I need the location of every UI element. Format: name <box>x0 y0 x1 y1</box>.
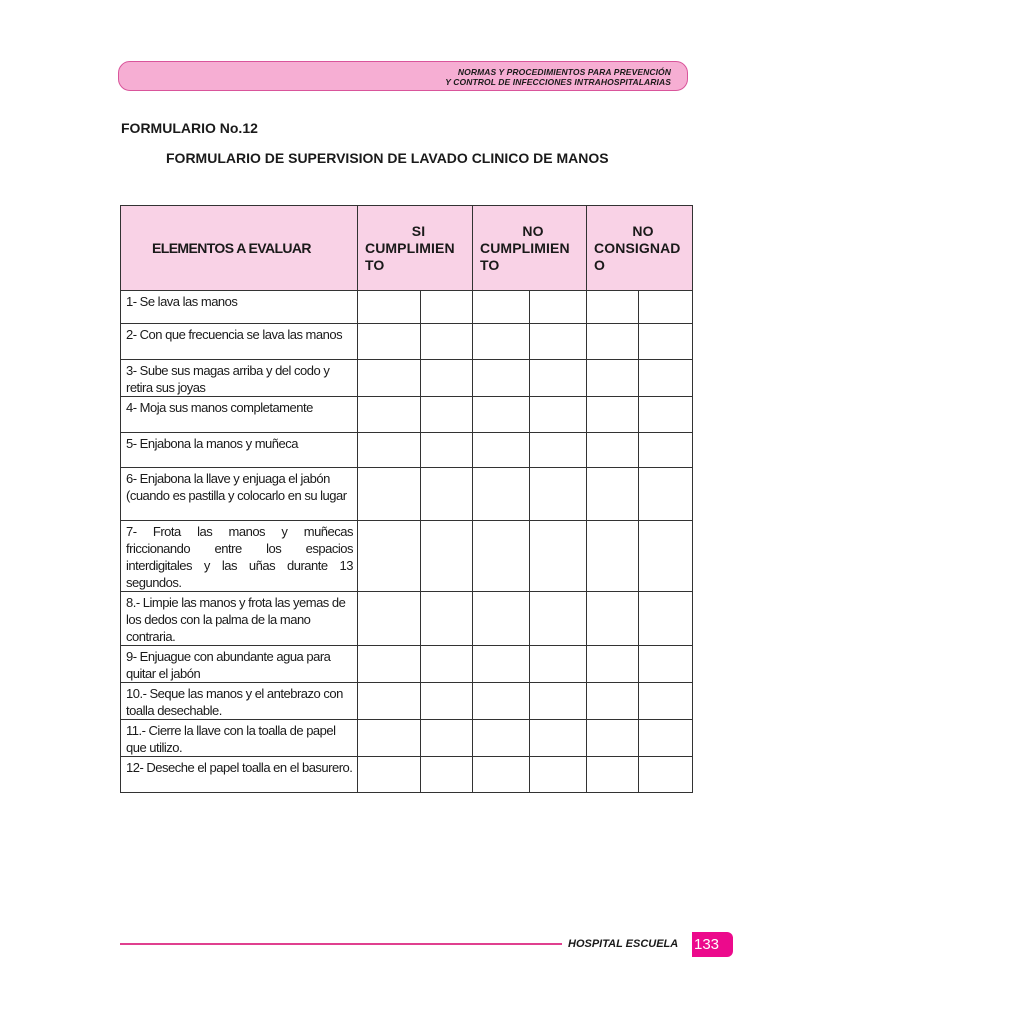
nc-check-cell[interactable] <box>639 433 693 468</box>
table-row <box>121 468 693 521</box>
table-row <box>121 397 693 433</box>
no-check-cell[interactable] <box>473 683 530 720</box>
header-nc-line3: O <box>594 257 606 273</box>
nc-check-cell[interactable] <box>587 521 639 592</box>
evaluation-item: 7- Frota las manos y muñecas friccionando entre los espacios interdigitales y las uñas durante 13 segundos. <box>121 521 358 592</box>
no-check-cell[interactable] <box>473 521 530 592</box>
nc-check-cell[interactable] <box>587 720 639 757</box>
no-check-cell[interactable] <box>530 291 587 324</box>
si-check-cell[interactable] <box>421 646 473 683</box>
nc-check-cell[interactable] <box>587 757 639 793</box>
nc-check-cell[interactable] <box>639 468 693 521</box>
header-si-line2: CUMPLIMIEN <box>365 240 455 256</box>
evaluation-item: 5- Enjabona la manos y muñeca <box>121 433 358 468</box>
header-nc-line1: NO <box>632 223 654 239</box>
nc-check-cell[interactable] <box>639 757 693 793</box>
table-row <box>121 592 693 646</box>
table-row <box>121 720 693 757</box>
header-no-line3: TO <box>480 257 500 273</box>
no-check-cell[interactable] <box>473 720 530 757</box>
si-check-cell[interactable] <box>358 720 421 757</box>
si-check-cell[interactable] <box>358 683 421 720</box>
footer-hospital-label: HOSPITAL ESCUELA <box>568 938 679 950</box>
table-row <box>121 646 693 683</box>
evaluation-item: 1- Se lava las manos <box>121 291 358 324</box>
no-check-cell[interactable] <box>473 646 530 683</box>
nc-check-cell[interactable] <box>639 720 693 757</box>
si-check-cell[interactable] <box>421 720 473 757</box>
si-check-cell[interactable] <box>358 468 421 521</box>
header-no-consignado <box>587 206 693 291</box>
evaluation-item: 11.- Cierre la llave con la toalla de papel que utilizo. <box>121 720 358 757</box>
header-si-line3: TO <box>365 257 385 273</box>
nc-check-cell[interactable] <box>587 468 639 521</box>
nc-check-cell[interactable] <box>587 360 639 397</box>
nc-check-cell[interactable] <box>639 397 693 433</box>
no-check-cell[interactable] <box>473 592 530 646</box>
nc-check-cell[interactable] <box>587 291 639 324</box>
si-check-cell[interactable] <box>421 757 473 793</box>
nc-check-cell[interactable] <box>639 683 693 720</box>
header-line-2: Y CONTROL DE INFECCIONES INTRAHOSPITALARIAS <box>445 77 671 87</box>
page-number-badge: 133 <box>692 932 733 957</box>
nc-check-cell[interactable] <box>639 360 693 397</box>
no-check-cell[interactable] <box>530 720 587 757</box>
header-nc-line2: CONSIGNAD <box>594 240 681 256</box>
si-check-cell[interactable] <box>358 646 421 683</box>
no-check-cell[interactable] <box>473 433 530 468</box>
nc-check-cell[interactable] <box>587 324 639 360</box>
nc-check-cell[interactable] <box>639 291 693 324</box>
no-check-cell[interactable] <box>530 468 587 521</box>
header-no-cumplimiento <box>473 206 587 291</box>
table-row <box>121 521 693 592</box>
no-check-cell[interactable] <box>530 646 587 683</box>
si-check-cell[interactable] <box>421 397 473 433</box>
table-row <box>121 324 693 360</box>
table-row <box>121 433 693 468</box>
si-check-cell[interactable] <box>358 360 421 397</box>
no-check-cell[interactable] <box>473 397 530 433</box>
si-check-cell[interactable] <box>421 360 473 397</box>
no-check-cell[interactable] <box>473 757 530 793</box>
table-row <box>121 757 693 793</box>
no-check-cell[interactable] <box>530 592 587 646</box>
si-check-cell[interactable] <box>421 683 473 720</box>
no-check-cell[interactable] <box>530 324 587 360</box>
header-line-1: NORMAS Y PROCEDIMIENTOS PARA PREVENCIÓN <box>457 67 671 77</box>
header-elementos-a-evaluar: ELEMENTOS A EVALUAR <box>121 206 358 291</box>
si-check-cell[interactable] <box>358 521 421 592</box>
si-check-cell[interactable] <box>421 521 473 592</box>
header-no-line1: NO <box>522 223 544 239</box>
evaluation-item: 10.- Seque las manos y el antebrazo con toalla desechable. <box>121 683 358 720</box>
si-check-cell[interactable] <box>421 433 473 468</box>
no-check-cell[interactable] <box>530 521 587 592</box>
si-check-cell[interactable] <box>358 324 421 360</box>
header-banner <box>118 61 688 91</box>
form-number: FORMULARIO No.12 <box>121 120 258 136</box>
no-check-cell[interactable] <box>530 433 587 468</box>
nc-check-cell[interactable] <box>587 433 639 468</box>
evaluation-item: 8.- Limpie las manos y frota las yemas de los dedos con la palma de la mano contraria. <box>121 592 358 646</box>
si-check-cell[interactable] <box>421 592 473 646</box>
si-check-cell[interactable] <box>421 324 473 360</box>
nc-check-cell[interactable] <box>587 683 639 720</box>
nc-check-cell[interactable] <box>587 592 639 646</box>
no-check-cell[interactable] <box>530 683 587 720</box>
nc-check-cell[interactable] <box>587 646 639 683</box>
table-row <box>121 683 693 720</box>
si-check-cell[interactable] <box>421 291 473 324</box>
no-check-cell[interactable] <box>530 360 587 397</box>
no-check-cell[interactable] <box>473 324 530 360</box>
nc-check-cell[interactable] <box>639 592 693 646</box>
evaluation-item: 6- Enjabona la llave y enjuaga el jabón (cuando es pastilla y colocarlo en su lugar <box>121 468 358 521</box>
no-check-cell[interactable] <box>530 757 587 793</box>
si-check-cell[interactable] <box>358 397 421 433</box>
evaluation-item: 2- Con que frecuencia se lava las manos <box>121 324 358 360</box>
no-check-cell[interactable] <box>530 397 587 433</box>
supervision-checklist-table <box>120 205 693 793</box>
footer-divider <box>120 943 562 945</box>
header-si-cumplimiento <box>358 206 473 291</box>
evaluation-item: 3- Sube sus magas arriba y del codo y retira sus joyas <box>121 360 358 397</box>
form-title: FORMULARIO DE SUPERVISION DE LAVADO CLINICO DE MANOS <box>166 150 609 166</box>
table-row <box>121 291 693 324</box>
si-check-cell[interactable] <box>358 291 421 324</box>
si-check-cell[interactable] <box>358 592 421 646</box>
no-check-cell[interactable] <box>473 468 530 521</box>
evaluation-item: 4- Moja sus manos completamente <box>121 397 358 433</box>
table-row <box>121 360 693 397</box>
nc-check-cell[interactable] <box>639 521 693 592</box>
nc-check-cell[interactable] <box>639 646 693 683</box>
header-no-line2: CUMPLIMIEN <box>480 240 570 256</box>
no-check-cell[interactable] <box>473 360 530 397</box>
evaluation-item: 9- Enjuague con abundante agua para quitar el jabón <box>121 646 358 683</box>
si-check-cell[interactable] <box>358 433 421 468</box>
si-check-cell[interactable] <box>358 757 421 793</box>
si-check-cell[interactable] <box>421 468 473 521</box>
no-check-cell[interactable] <box>473 291 530 324</box>
nc-check-cell[interactable] <box>587 397 639 433</box>
table-header-row <box>121 206 693 291</box>
nc-check-cell[interactable] <box>639 324 693 360</box>
header-si-line1: SI <box>411 223 426 239</box>
evaluation-item: 12- Deseche el papel toalla en el basurero. <box>121 757 358 793</box>
